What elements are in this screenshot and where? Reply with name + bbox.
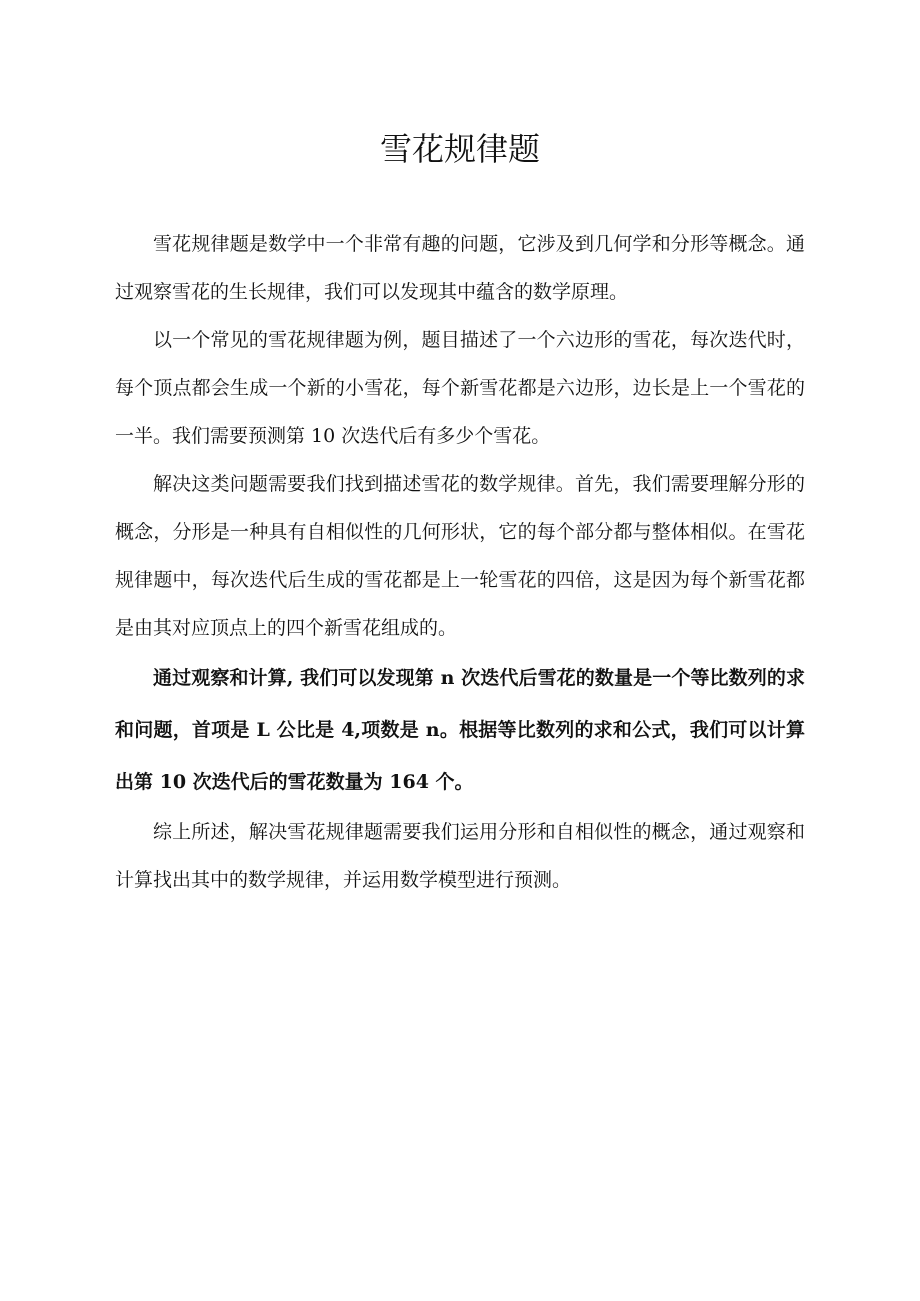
paragraph-calculation: 通过观察和计算, 我们可以发现第 n 次迭代后雪花的数量是一个等比数列的求和问题，首项是 L 公比是 4,项数是 n。根据等比数列的求和公式，我们可以计算出第 10 次迭代后的雪花数量为 164 个。	[115, 667, 805, 793]
paragraph-conclusion: 综上所述，解决雪花规律题需要我们运用分形和自相似性的概念，通过观察和计算找出其中的数学规律，并运用数学模型进行预测。	[115, 821, 805, 891]
paragraph-example: 以一个常见的雪花规律题为例，题目描述了一个六边形的雪花，每次迭代时，每个顶点都会生成一个新的小雪花，每个新雪花都是六边形，边长是上一个雪花的一半。我们需要预测第 10 次迭代后有多少个雪花。	[115, 329, 805, 447]
paragraph-intro: 雪花规律题是数学中一个非常有趣的问题，它涉及到几何学和分形等概念。通过观察雪花的生长规律，我们可以发现其中蕴含的数学原理。	[115, 233, 805, 303]
document-title: 雪花规律题	[379, 130, 540, 168]
document-body	[115, 220, 805, 904]
paragraph-fractal: 解决这类问题需要我们找到描述雪花的数学规律。首先，我们需要理解分形的概念，分形是一种具有自相似性的几何形状，它的每个部分都与整体相似。在雪花规律题中，每次迭代后生成的雪花都是上一轮雪花的四倍，这是因为每个新雪花都是由其对应顶点上的四个新雪花组成的。	[115, 473, 805, 639]
